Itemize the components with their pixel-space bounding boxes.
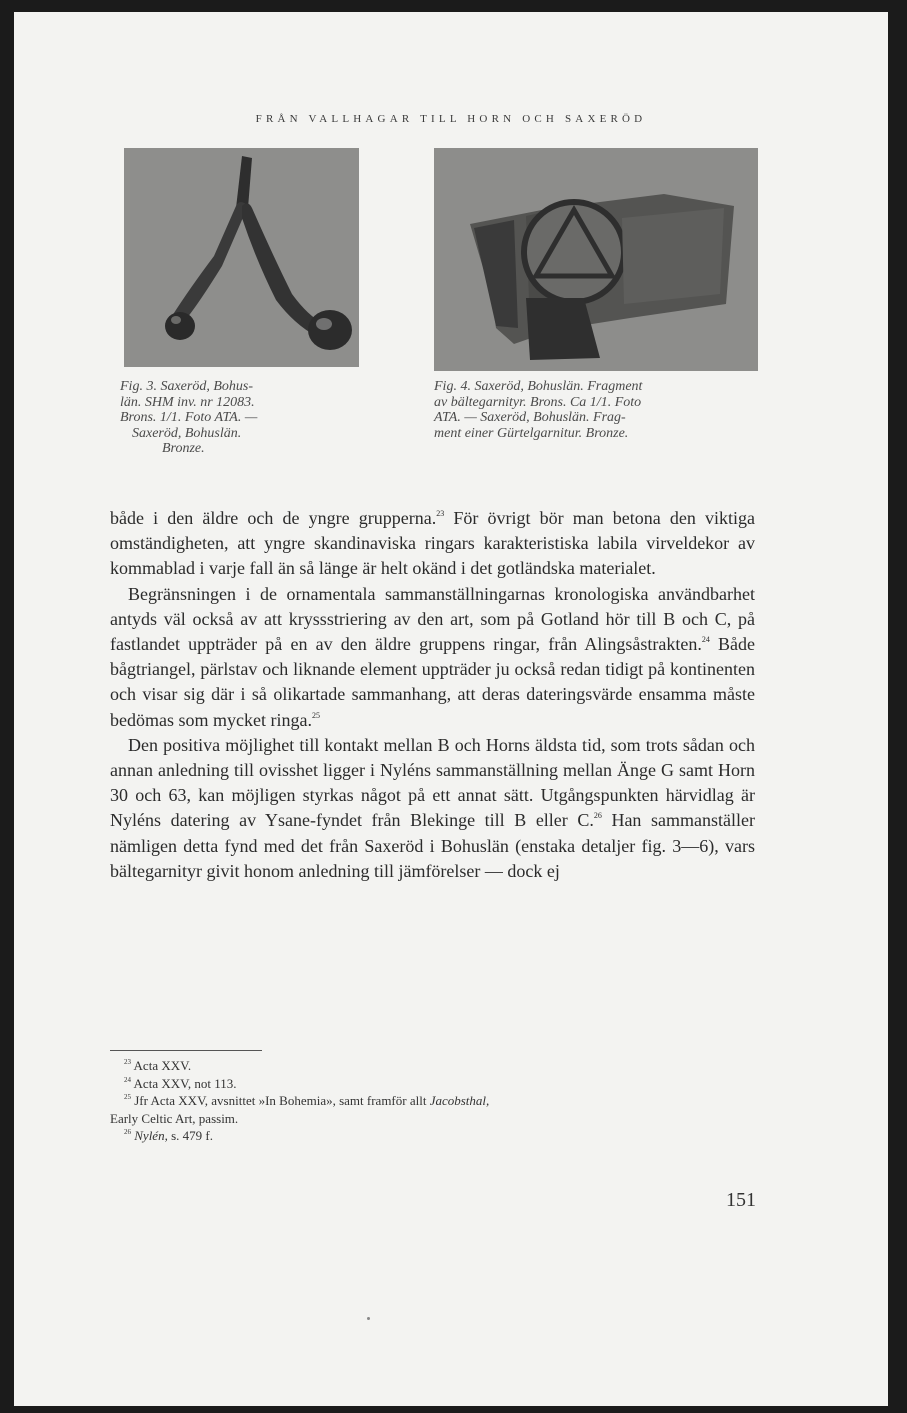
footnote: $^{24}$ Acta XXV, not 113. [124,1075,237,1091]
caption-line: Saxeröd, Bohuslän. [132,425,242,441]
caption-line: län. SHM inv. nr 12083. [120,394,255,410]
footnote: $^{26}$ Nylén, s. 479 f. [124,1128,213,1143]
footnotes [110,1057,760,1145]
footnote-continuation: Early Celtic Art, passim. [110,1110,239,1126]
body-text [110,506,755,884]
footnote-ref: 23 [436,509,445,518]
footnote-ref: 24 [701,635,710,645]
figure-3-photo [124,148,359,367]
caption-line: Bronze. [162,441,205,456]
belt-fitting-fragment-image [434,148,758,371]
footnote: $^{23}$ Acta XXV. [124,1058,192,1073]
figure-4-photo [434,148,758,371]
caption-line: Brons. 1/1. Foto ATA. — [120,410,258,425]
book-page [14,12,888,1406]
footnote-ref: 26 [593,811,602,821]
paragraph-2: Begränsningen i de ornamentala sammanställningarnas kronologiska användbarhet antyds väl också av att kryssstriering av den art, som på Gotland hör till B och C, på fastlandet uppträder på en av den äldre gruppens ringar, från Alingsåstrakten.$^{24}$ Både bågtriangel, pärlstav och liknande element uppträder ju också redan tidigt på kontinenten och visar sig där i så olikartade sammanhang, att deras dateringsvärde ensamma måste bedömas som mycket ringa.$^{25}$ [110,583,756,730]
caption-line: Fig. 3. Saxeröd, Bohus- [120,379,253,394]
caption-line: ATA. — Saxeröd, Bohuslän. Frag- [434,410,626,425]
caption-line: ment einer Gürtelgarnitur. Bronze. [434,425,629,441]
page-number: 151 [726,1189,756,1211]
footnote-rule [110,1050,262,1051]
bronze-y-object-image [124,148,359,367]
paragraph-1: både i den äldre och de yngre grupperna.$^{23}$ För övrigt bör man betona den viktiga omständigheten, att yngre skandinaviska ringars karakteristiska labila virveldekor av kommablad i varje fall än så länge är helt okänd i det gotländska materialet. [110,508,756,579]
paragraph-3: Den positiva möjlighet till kontakt mellan B och Horns äldsta tid, som trots sådan och annan anledning till ovisshet ligger i Nyléns sammanställning mellan Änge G samt Horn 30 och 63, kan möjligen styrkas något på ett annat sätt. Utgångspunkten härvidlag är Nyléns datering av Ysane-fyndet från Blekinge till B eller C.$^{26}$ Han sammanställer nämligen detta fynd med det från Saxeröd i Bohuslän (enstaka detaljer fig. 3—6), vars bältegarnityr givit honom anledning till jämförelser — dock ej [110,734,755,881]
print-speck [367,1317,370,1320]
figure-4-caption [434,379,764,441]
caption-line: Fig. 4. Saxeröd, Bohuslän. Fragment [434,379,643,394]
figure-3-caption [114,379,374,457]
caption-line: av bältegarnityr. Brons. Ca 1/1. Foto [434,394,642,410]
footnote-ref: 25 [311,710,320,720]
running-head: FRÅN VALLHAGAR TILL HORN OCH SAXERÖD [255,113,647,125]
footnote: $^{25}$ Jfr Acta XXV, avsnittet »In Bohemia», samt framför allt Jacobsthal, [124,1093,490,1108]
